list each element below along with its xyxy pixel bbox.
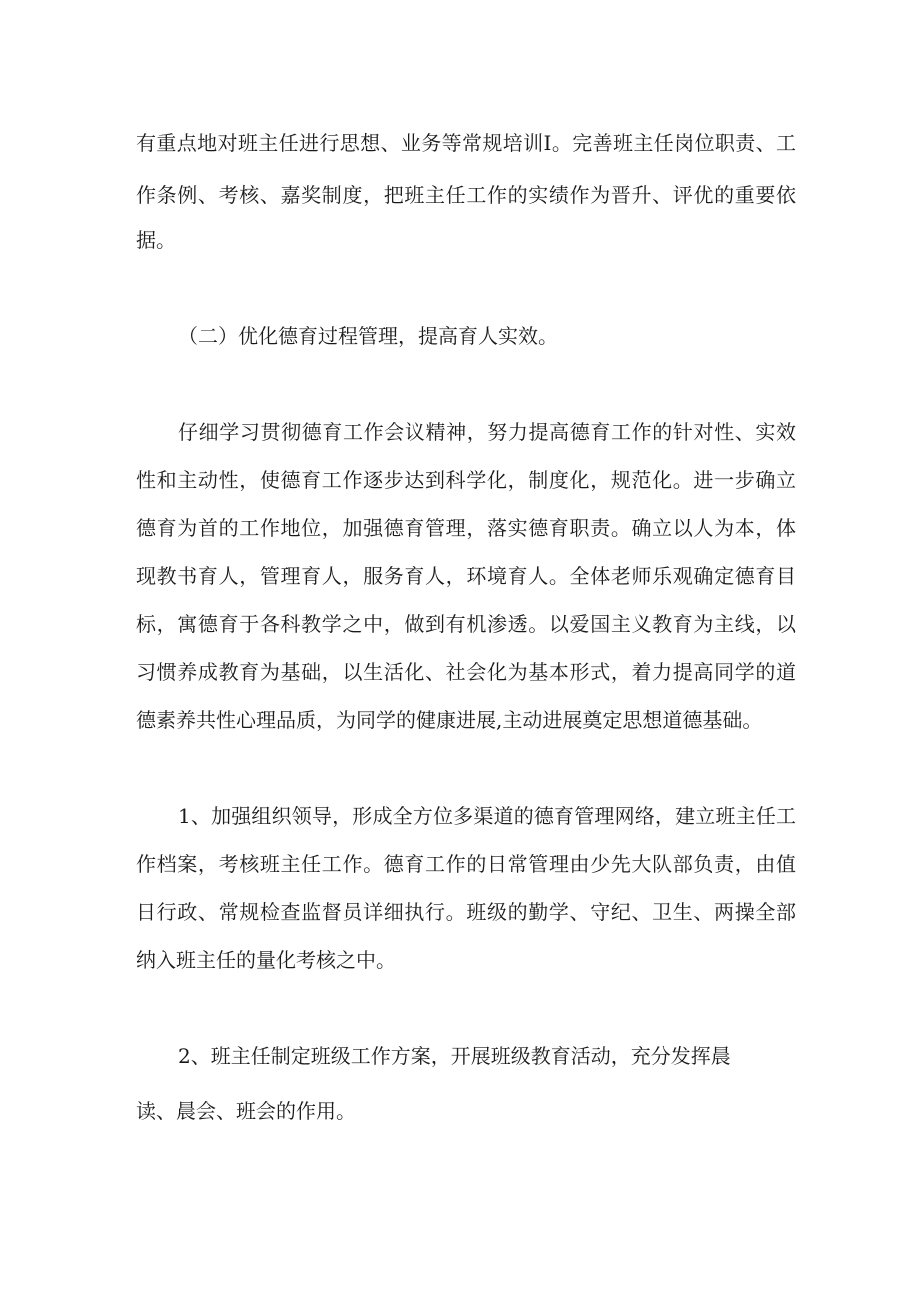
paragraph-line: 有重点地对班主任进行思想、业务等常规培训I。完善班主任岗位职责、工	[136, 131, 796, 155]
paragraph-line: 日行政、常规检查监督员详细执行。班级的勤学、守纪、卫生、两操全部	[136, 900, 796, 924]
paragraph-line: 作档案，考核班主任工作。德育工作的日常管理由少先大队部负责，由值	[136, 852, 796, 876]
paragraph-line: 据。	[136, 228, 176, 252]
paragraph-line: 纳入班主任的量化考核之中。	[136, 948, 396, 972]
paragraph-line: 读、晨会、班会的作用。	[136, 1099, 356, 1123]
paragraph-line: 仔细学习贯彻德育工作会议精神，努力提高德育工作的针对性、实效	[178, 420, 796, 444]
paragraph-line: 1、加强组织领导，形成全方位多渠道的德育管理网络，建立班主任工	[178, 804, 796, 828]
paragraph-line: 性和主动性，使德育工作逐步达到科学化，制度化，规范化。进一步确立	[136, 468, 796, 492]
paragraph-line: 德育为首的工作地位，加强德育管理，落实德育职责。确立以人为本，体	[136, 516, 796, 540]
paragraph-line: 标，寓德育于各科教学之中，做到有机渗透。以爱国主义教育为主线，以	[136, 612, 796, 636]
paragraph-line: 作条例、考核、嘉奖制度，把班主任工作的实绩作为晋升、评优的重要依	[136, 183, 796, 207]
paragraph-line: 习惯养成教育为基础，以生活化、社会化为基本形式，着力提高同学的道	[136, 660, 796, 684]
paragraph-line: 德素养共性心理品质，为同学的健康进展,主动进展奠定思想道德基础。	[136, 708, 763, 732]
section-heading: （二）优化德育过程管理，提高育人实效。	[178, 324, 558, 348]
paragraph-line: 2、班主任制定班级工作方案，开展班级教育活动，充分发挥晨	[178, 1044, 731, 1068]
paragraph-line: 现教书育人，管理育人，服务育人，环境育人。全体老师乐观确定德育目	[136, 564, 796, 588]
